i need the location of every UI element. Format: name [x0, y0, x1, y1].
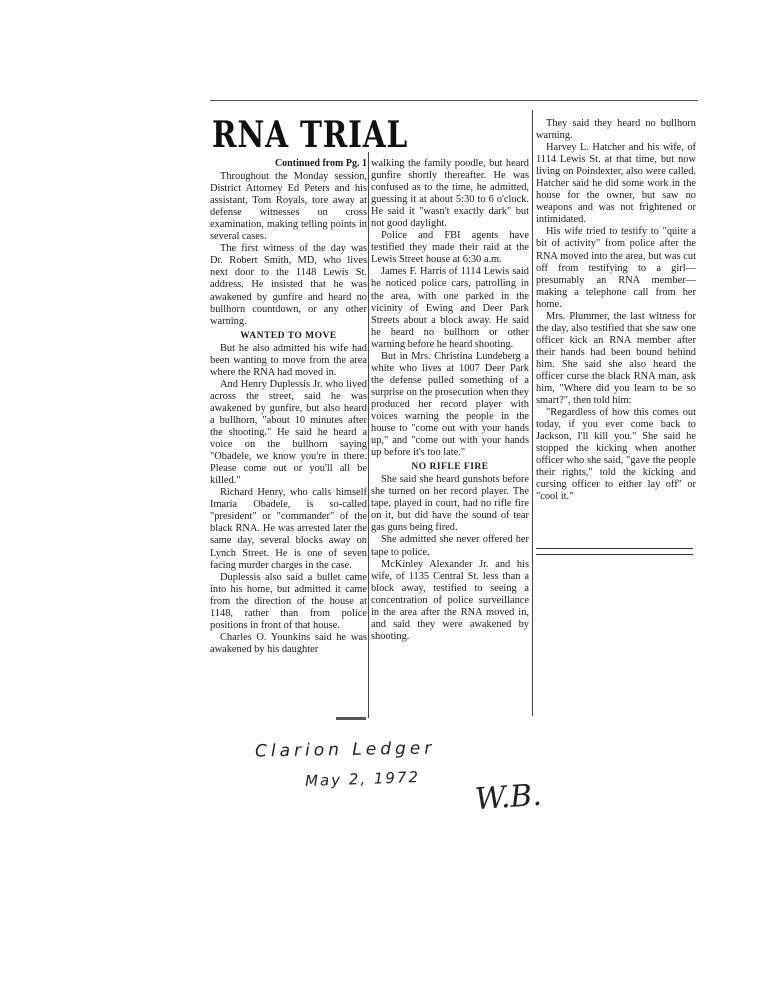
paragraph: Charles O. Younkins said he was awakened by his daughter	[210, 631, 367, 655]
subhead-no-rifle-fire: NO RIFLE FIRE	[411, 462, 489, 473]
paragraph: But he also admitted his wife had been wanting to move from the area where the RNA had moved in.	[210, 342, 367, 378]
column-rule	[368, 152, 369, 718]
headline: RNA TRIAL	[212, 114, 409, 156]
paragraph: They said they heard no bullhorn warning.	[536, 118, 696, 142]
paragraph: James F. Harris of 1114 Lewis said he noticed police cars, patrolling in the area, with one parked in the vicinity of Ewing and Deer Park Streets about a block away. He said he heard no bullhorn or other warning before he heard shooting.	[371, 266, 529, 350]
paragraph: Mrs. Plummer, the last witness for the day, also testified that she saw one officer kick an RNA member after their hands had been bound behind him. She said she also heard the officer curse the black RNA man, ask him, "Where did you learn to be so smart?", then told him:	[536, 310, 696, 407]
paragraph: Duplessis also said a bullet came into his home, but admitted it came from the direction of the house at 1148, rather than from police positions in front of that house.	[210, 571, 367, 631]
paragraph: Police and FBI agents have testified they made their raid at the Lewis Street house at 6:30 a.m.	[371, 230, 529, 266]
paragraph: Throughout the Monday session, District Attorney Ed Peters and his assistant, Tom Royals, tore away at defense witnesses on cross examination, making telling points in several cases.	[210, 171, 367, 243]
paragraph: McKinley Alexander Jr. and his wife, of 1135 Central St. less than a block away, testified to seeing a concentration of police surveillance in the area after the RNA moved in, and said they were awakened by shooting.	[371, 558, 529, 642]
end-of-article-rule	[536, 548, 693, 555]
paragraph: walking the family poodle, but heard gunfire shortly thereafter. He was confused as to the time, he admitted, guessing it at about 5:30 to 6 o'clock. He said it "wasn't exactly dark" but not good daylight.	[371, 158, 529, 230]
paragraph: His wife tried to testify to "quite a bit of activity" from police after the RNA moved into the area, but was cut off from testifying to a girl—presumably an RNA member—making a telephone call from her home.	[536, 226, 696, 310]
paragraph: She admitted she never offered her tape to police.	[371, 534, 529, 558]
column-rule	[532, 110, 533, 716]
subhead-wanted-to-move: WANTED TO MOVE	[240, 330, 337, 341]
paragraph: She said she heard gunshots before she turned on her record player. The tape, played in court, had no rifle fire on it, but did have the sound of tear gas guns being fired.	[371, 474, 529, 534]
column-2	[371, 158, 529, 643]
clipping-bottom-mark	[336, 717, 366, 720]
newspaper-clipping	[206, 100, 698, 720]
paragraph: But in Mrs. Christina Lundeberg a white who lives at 1007 Deer Park the defense pulled something of a surprise on the prosecution when they produced her record player with voices warning the people in the house to "come out with your hands up," and "come out with your hands up before it's too late."	[371, 350, 529, 459]
paragraph: Richard Henry, who calls himself Imaria Obadele, is so-called "president" or "commander" of the black RNA. He was arrested later the same day, several blocks away on Lynch Street. He is one of seven facing murder charges in the case.	[210, 487, 367, 571]
paragraph: "Regardless of how this comes out today, if you ever come back to Jackson, I'll kill you." She said he stopped the kicking when another officer who she said, "gave the people their rights," told the kicking and cursing officer to either lay off" or "cool it."	[536, 407, 696, 503]
handwritten-date: May 2, 1972	[304, 767, 421, 791]
clipping-top-rule	[210, 100, 698, 101]
column-1	[210, 158, 367, 656]
handwritten-initials: W.B.	[473, 777, 543, 818]
paragraph: And Henry Duplessis Jr. who lived across the street, said he was awakened by gunfire, but also heard a bullhorn, "about 10 minutes after the shooting." He said he heard a voice on the bullhorn saying "Obadele, we know you're in there. Please come out or you'll all be killed."	[210, 378, 367, 487]
paragraph: The first witness of the day was Dr. Robert Smith, MD, who lives next door to the 1148 Lewis St. address. He insisted that he was awakened by gunfire and heard no bullhorn countdown, or any other warning.	[210, 243, 367, 327]
column-3	[536, 118, 696, 504]
paragraph: Harvey L. Hatcher and his wife, of 1114 Lewis St. at that time, but now living on Poindexter, also were called. Hatcher said he did some work in the house for the owner, but saw no weapons and was not frightened or intimidated.	[536, 142, 696, 226]
continued-line: Continued from Pg. 1	[274, 158, 367, 169]
handwritten-newspaper-name: Clarion Ledger	[254, 738, 436, 762]
